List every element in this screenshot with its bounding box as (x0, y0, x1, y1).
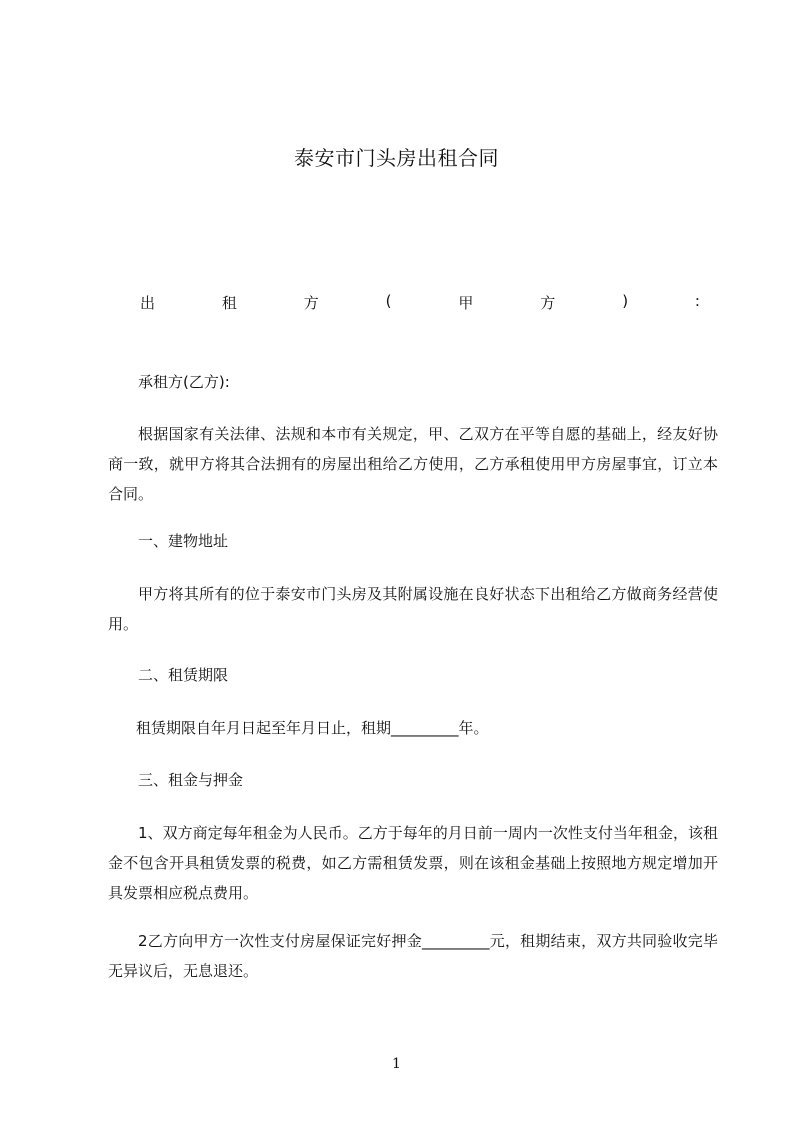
lessor-label-char: ( (385, 292, 392, 310)
section-paragraph-term: 租赁期限自年月日起至年月日止，租期_________年。 (136, 719, 489, 737)
section-heading-term: 二、租赁期限 (138, 666, 229, 684)
intro-paragraph: 根据国家有关法律、法规和本市有关规定，甲、乙双方在平等自愿的基础上，经友好协商一致，就甲方将其合法拥有的房屋出租给乙方使用，乙方承租使用甲方房屋事宜，订立本合同。 (108, 425, 718, 503)
lessor-label-char: ) (622, 292, 629, 310)
lessee-label: 承租方(乙方): (138, 373, 230, 391)
lessor-label-char: 方 (303, 294, 319, 312)
section-heading-address: 一、建物地址 (138, 532, 229, 550)
lessor-label-char: 甲 (458, 294, 474, 312)
lessor-label-char: 方 (540, 294, 556, 312)
page-title: 泰安市门头房出租合同 (294, 146, 499, 170)
section-paragraph-rent-2: 2乙方向甲方一次性支付房屋保证完好押金_________元，租期结束，双方共同验收完毕无异议后，无息退还。 (108, 932, 718, 980)
lessor-label (140, 292, 700, 313)
lessor-label-char: 出 (140, 294, 156, 312)
section-heading-rent: 三、租金与押金 (138, 771, 244, 789)
section-paragraph-rent-1: 1、双方商定每年租金为人民币。乙方于每年的月日前一周内一次性支付当年租金，该租金不包含开具租赁发票的税费，如乙方需租赁发票，则在该租金基础上按照地方规定增加开具发票相应税点费用。 (108, 824, 718, 902)
lessor-label-char: 租 (221, 294, 237, 312)
section-paragraph-address: 甲方将其所有的位于泰安市门头房及其附属设施在良好状态下出租给乙方做商务经营使用。 (108, 585, 718, 633)
lessor-label-char: : (694, 292, 700, 310)
page-number: 1 (392, 1056, 401, 1072)
